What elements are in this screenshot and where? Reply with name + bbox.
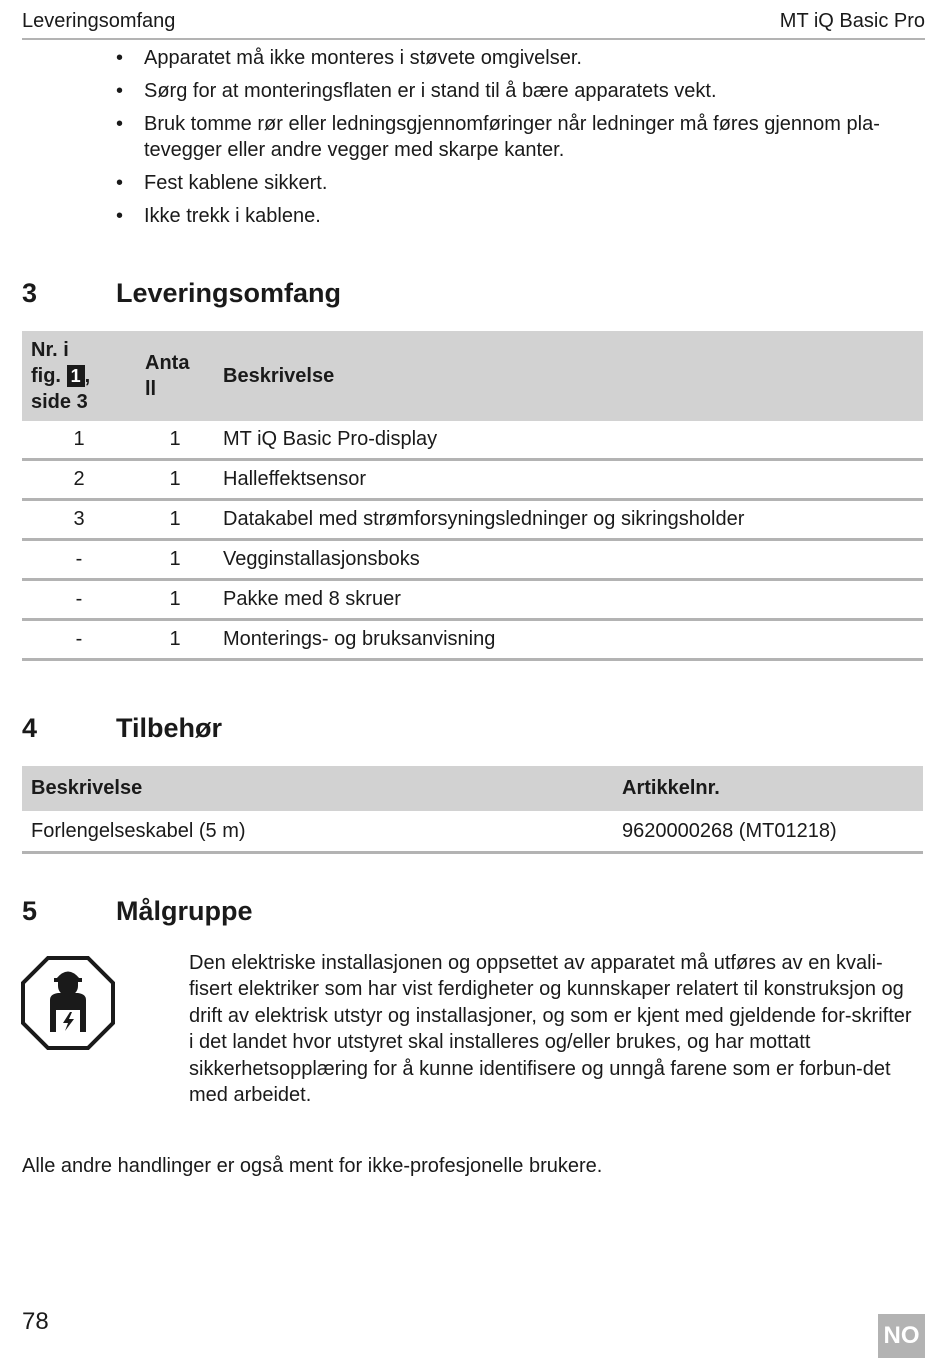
list-item: • Bruk tomme rør eller ledningsgjennomføringer når ledninger må føres gjennom pla-tevegger eller andre vegger med skarpe kanter. xyxy=(116,111,926,163)
section-number: 4 xyxy=(22,713,38,743)
header-section-title: Leveringsomfang xyxy=(22,10,176,32)
column-header-nr: Nr. i fig. 1 , side 3 xyxy=(22,331,136,421)
scope-of-delivery-table xyxy=(22,331,923,661)
column-header-antall: Anta ll xyxy=(136,331,214,421)
table-header-row xyxy=(22,766,923,811)
figure-reference-badge: 1 xyxy=(67,365,85,387)
table-row: Forlengelseskabel (5 m) 9620000268 (MT01218) xyxy=(22,811,923,853)
safety-bullet-list xyxy=(116,45,926,236)
column-header-beskrivelse: Beskrivelse xyxy=(22,766,613,811)
page-header xyxy=(22,8,925,40)
list-item: • Apparatet må ikke monteres i støvete omgivelser. xyxy=(116,45,926,71)
table-header-row xyxy=(22,331,923,421)
table-row: - 1 Pakke med 8 skruer xyxy=(22,580,923,620)
list-item: • Sørg for at monteringsflaten er i stand til å bære apparatets vekt. xyxy=(116,78,926,104)
qualified-electrician-icon xyxy=(20,955,116,1051)
language-badge: NO xyxy=(878,1314,925,1358)
column-header-artikkelnr: Artikkelnr. xyxy=(613,766,923,811)
table-row: 3 1 Datakabel med strømforsyningsledninger og sikringsholder xyxy=(22,500,923,540)
section-title: Målgruppe xyxy=(116,896,253,926)
column-header-beskrivelse: Beskrivelse xyxy=(214,331,923,421)
section-title: Tilbehør xyxy=(116,713,223,743)
list-item: • Fest kablene sikkert. xyxy=(116,170,926,196)
header-product-name: MT iQ Basic Pro xyxy=(779,10,925,32)
table-row: - 1 Vegginstallasjonsboks xyxy=(22,540,923,580)
non-professional-note: Alle andre handlinger er også ment for ikke-profesjonelle brukere. xyxy=(22,1155,603,1177)
accessories-table xyxy=(22,766,923,854)
table-row: 2 1 Halleffektsensor xyxy=(22,460,923,500)
table-row: 1 1 MT iQ Basic Pro-display xyxy=(22,421,923,460)
section-number: 5 xyxy=(22,896,38,926)
list-item: • Ikke trekk i kablene. xyxy=(116,203,926,229)
table-row: - 1 Monterings- og bruksanvisning xyxy=(22,620,923,660)
section-title: Leveringsomfang xyxy=(116,278,342,308)
section-number: 3 xyxy=(22,278,38,308)
target-group-paragraph: Den elektriske installasjonen og oppsettet av apparatet må utføres av en kvali-fisert elektriker som har vist ferdigheter og kunnskaper relatert til konstruksjon og drift av elektrisk utstyr og installasjoner, og som er kjent med gjeldende for-skrifter i det landet hvor utstyret skal installeres og/eller brukes, og har mottatt sikkerhetsopplæring for å kunne identifisere og unngå farene som er forbun-det med arbeidet. xyxy=(189,952,912,1107)
page-number: 78 xyxy=(22,1308,49,1335)
